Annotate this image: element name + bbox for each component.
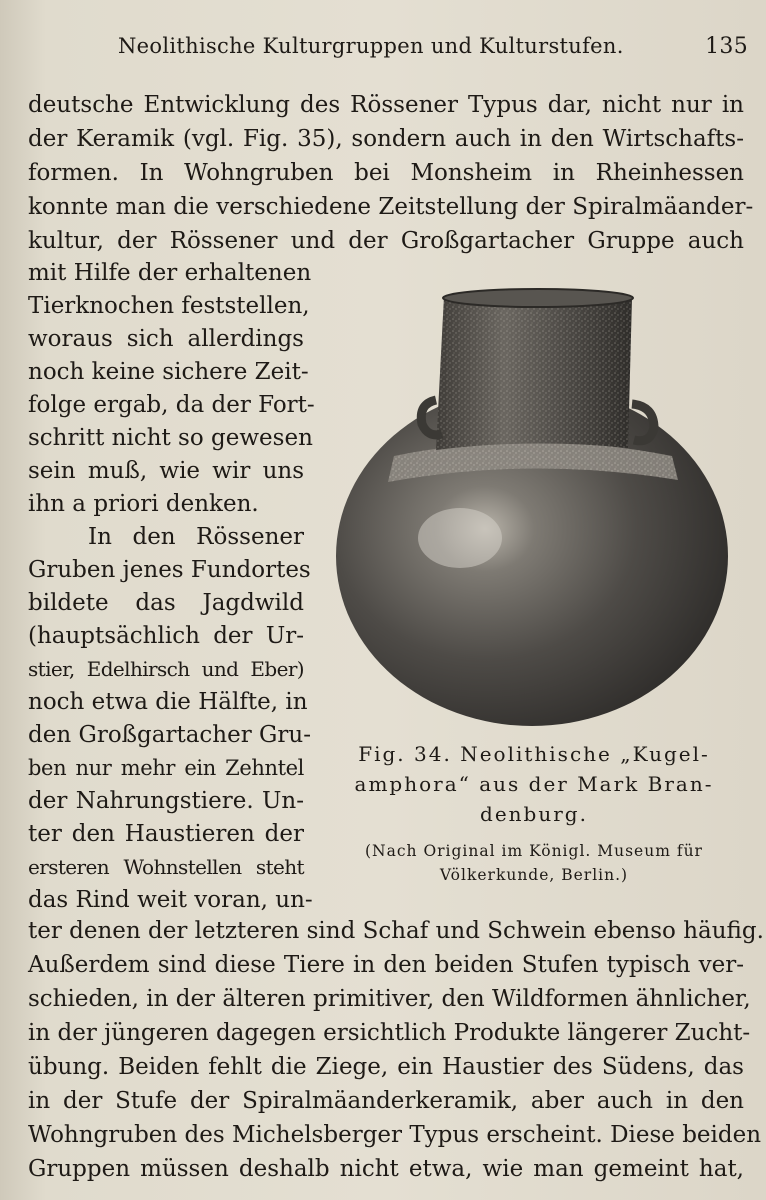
text-line: In den Rössener (88, 524, 304, 550)
text-line: schieden, in der älteren primitiver, den Wildformen ähnlicher, (28, 986, 751, 1012)
text-line: ter den Haustieren der (28, 821, 304, 847)
figure-caption-line: amphora“ aus der Mark Bran- (354, 772, 714, 796)
text-line: Wohngruben des Michelsberger Typus erscheint. Diese beiden (28, 1122, 762, 1148)
text-line: sein muß, wie wir uns (28, 458, 304, 484)
text-line: ben nur mehr ein Zehntel (28, 756, 304, 780)
text-line: noch keine sichere Zeit- (28, 359, 309, 385)
text-line: der Nahrungstiere. Un- (28, 788, 304, 814)
text-line: (hauptsächlich der Ur- (28, 623, 304, 649)
text-line: den Großgartacher Gru- (28, 722, 311, 748)
running-title: Neolithische Kulturgruppen und Kulturstufen. (118, 34, 624, 58)
text-line: kultur, der Rössener und der Großgartacher Gruppe auch (28, 228, 744, 254)
text-line: ersteren Wohnstellen steht (28, 855, 304, 879)
text-line: in der jüngeren dagegen ersichtlich Produkte längerer Zucht- (28, 1020, 751, 1046)
figure-caption-line: denburg. (480, 802, 588, 826)
page-number: 135 (705, 34, 748, 59)
text-line: mit Hilfe der erhaltenen (28, 260, 312, 286)
text-line: deutsche Entwicklung des Rössener Typus dar, nicht nur in (28, 92, 744, 118)
text-line: stier, Edelhirsch und Eber) (28, 657, 304, 681)
text-line: folge ergab, da der Fort- (28, 392, 315, 418)
text-line: schritt nicht so gewesen (28, 425, 313, 451)
figure-credit-line: Völkerkunde, Berlin.) (439, 866, 629, 884)
amphora-illustration (332, 288, 732, 734)
amphora-rim (443, 289, 633, 307)
text-line: Tierknochen feststellen, (28, 293, 310, 319)
figure-credit-line: (Nach Original im Königl. Museum für (365, 842, 703, 860)
amphora-figure (332, 288, 732, 734)
text-line: noch etwa die Hälfte, in (28, 689, 308, 715)
text-line: Außerdem sind diese Tiere in den beiden Stufen typisch ver- (28, 952, 744, 978)
text-line: ihn a priori denken. (28, 491, 259, 517)
text-line: das Rind weit voran, un- (28, 887, 313, 913)
text-line: übung. Beiden fehlt die Ziege, ein Haustier des Südens, das (28, 1054, 744, 1080)
figure-caption-line: Fig. 34. Neolithische „Kugel- (358, 742, 710, 766)
text-line: ter denen der letzteren sind Schaf und Schwein ebenso häufig. (28, 918, 764, 944)
text-line: woraus sich allerdings (28, 326, 304, 352)
text-line: Gruben jenes Fundortes (28, 557, 311, 583)
text-line: Gruppen müssen deshalb nicht etwa, wie man gemeint hat, (28, 1156, 744, 1182)
text-line: formen. In Wohngruben bei Monsheim in Rheinhessen (28, 160, 744, 186)
text-line: konnte man die verschiedene Zeitstellung der Spiralmäander- (28, 194, 754, 220)
text-line: in der Stufe der Spiralmäanderkeramik, aber auch in den (28, 1088, 744, 1114)
text-line: der Keramik (vgl. Fig. 35), sondern auch in den Wirtschafts- (28, 126, 744, 152)
text-line: bildete das Jagdwild (28, 590, 304, 616)
